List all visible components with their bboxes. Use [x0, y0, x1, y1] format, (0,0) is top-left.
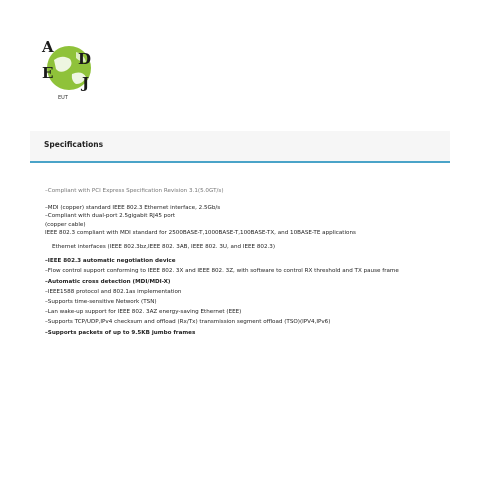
spec-item: –Supports time-sensitive Network (TSN): [45, 299, 157, 306]
spec-item: Ethernet interfaces (IEEE 802.3bz,IEEE 802. 3AB, IEEE 802. 3U, and IEEE 802.3): [52, 244, 276, 251]
spec-item: –IEEE1588 protocol and 802.1as implementation: [45, 288, 182, 295]
spec-item: –Compliant with dual-port 2.5gigabit RJ45 port: [45, 213, 176, 220]
logo-letter-e: E: [42, 64, 54, 82]
spec-item: (copper cable): [45, 221, 86, 228]
logo-letter-d: D: [78, 50, 92, 68]
spec-item: –IEEE 802.3 automatic negotiation device: [45, 258, 176, 265]
spec-item: –Supports packets of up to 9.5KB jumbo frames: [45, 329, 196, 336]
spec-item: –Supports TCP/UDP,IPv4 checksum and offload (Rx/Tx) transmission segment offload (TSO)(IPV4,IPv6): [45, 319, 331, 326]
spec-item: –Lan wake-up support for IEEE 802. 3AZ energy-saving Ethernet (EEE): [45, 309, 242, 316]
logo-letter-a: A: [42, 38, 54, 56]
spec-item: –Flow control support conforming to IEEE 802. 3X and IEEE 802. 3Z, with software to control RX threshold and TX pause frame: [45, 268, 399, 275]
section-title: Specifications: [44, 140, 104, 149]
specifications-header: [30, 131, 450, 163]
spec-item: –Automatic cross detection (MDI/MDI-X): [45, 278, 171, 285]
globe-logo-icon: [36, 32, 106, 102]
spec-item: –Compliant with PCI Express Specification Revision 3.1(5.0GT/s): [45, 188, 224, 194]
spec-item: –MDI (copper) standard IEEE 802.3 Ethernet interface, 2.5Gb/s: [45, 205, 221, 212]
spec-list: [45, 187, 445, 337]
spec-item: IEEE 802.3 compliant with MDI standard for 2500BASE-T,1000BASE-T,100BASE-TX, and 10BASE-TE applications: [45, 229, 356, 236]
logo-letter-j: J: [82, 74, 90, 92]
logo-small-text: EUT: [58, 95, 68, 101]
brand-logo: [36, 32, 106, 102]
